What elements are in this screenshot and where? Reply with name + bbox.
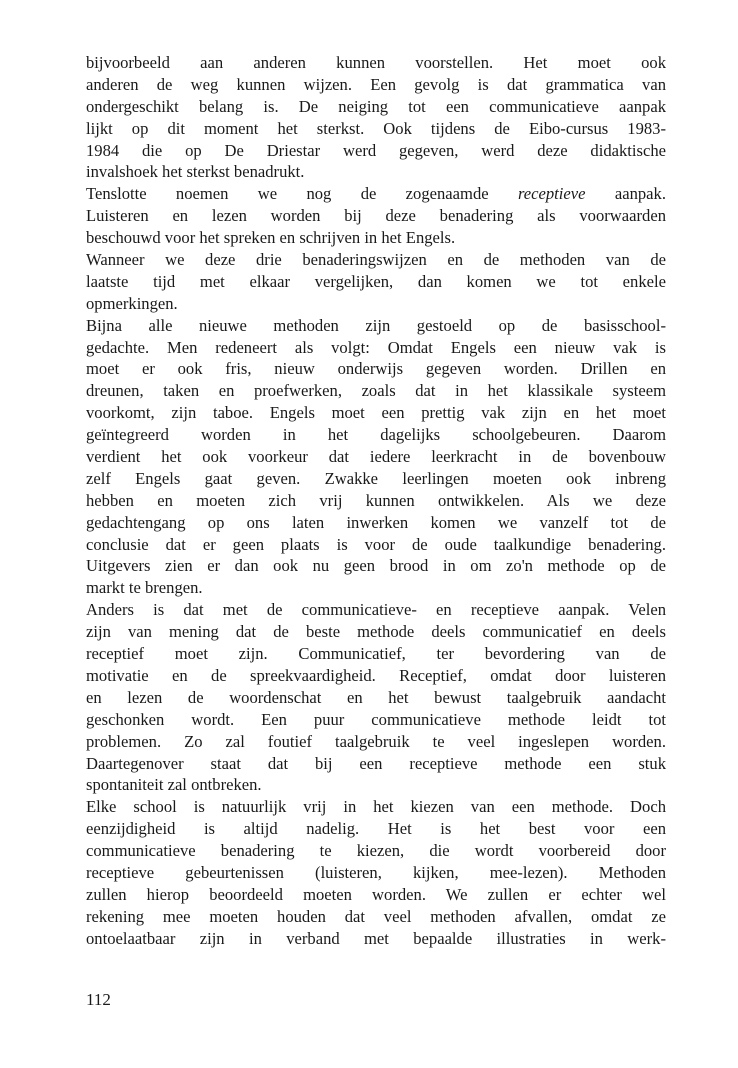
text-line-content: rekening mee moeten houden dat veel methoden afvallen, omdat ze: [86, 906, 666, 926]
text-line-content: geschonken wordt. Een puur communicatieve methode leidt tot: [86, 709, 666, 729]
text-line: [86, 337, 666, 359]
text-line: [86, 205, 666, 227]
text-line: [86, 753, 666, 775]
text-line: [86, 424, 666, 446]
text-line-content: problemen. Zo zal foutief taalgebruik te veel ingeslepen worden.: [86, 731, 666, 751]
text-line: [86, 731, 666, 753]
text-line-content: Luisteren en lezen worden bij deze benadering als voorwaarden: [86, 206, 666, 226]
text-line-content: moet er ook fris, nieuw onderwijs gegeven worden. Drillen en: [86, 359, 666, 379]
text-line: [86, 140, 666, 162]
text-line: [86, 862, 666, 884]
text-line: [86, 446, 666, 468]
text-line: [86, 534, 666, 556]
text-line-content: en lezen de woordenschat en het bewust taalgebruik aandacht: [86, 687, 666, 707]
text-line-content: zijn van mening dat de beste methode deels communicatief en deels: [86, 622, 666, 642]
text-line: [86, 687, 666, 709]
text-line: [86, 490, 666, 512]
text-line: [86, 227, 666, 249]
text-line: [86, 118, 666, 140]
page-body: [86, 52, 666, 950]
text-line-content: gedachte. Men redeneert als volgt: Omdat Engels een nieuw vak is: [86, 337, 666, 357]
text-line-content: hebben en moeten zich vrij kunnen ontwikkelen. Als we deze: [86, 490, 666, 510]
text-line-content: Daartegenover staat dat bij een receptieve methode een stuk: [86, 753, 666, 773]
text-line-content: Wanneer we deze drie benaderingswijzen en de methoden van de: [86, 250, 666, 270]
text-line: [86, 468, 666, 490]
text-line: [86, 665, 666, 687]
text-line-content: ontoelaatbaar zijn in verband met bepaalde illustraties in werk-: [86, 928, 666, 948]
text-line: [86, 599, 666, 621]
text-line: [86, 96, 666, 118]
page-number: 112: [86, 990, 111, 1009]
text-line-content: receptief moet zijn. Communicatief, ter bevordering van de: [86, 644, 666, 664]
emphasized-term: receptieve: [517, 184, 586, 204]
text-line-content: markt te brengen.: [86, 578, 203, 598]
text-line: [86, 621, 666, 643]
text-line-content: gedachtengang op ons laten inwerken komen we vanzelf tot de: [86, 512, 666, 532]
text-line-content: receptieve gebeurtenissen (luisteren, kijken, mee-lezen). Methoden: [86, 862, 666, 882]
text-line-content: geïntegreerd worden in het dagelijks schoolgebeuren. Daarom: [86, 425, 666, 445]
text-line: [86, 161, 666, 183]
text-line-content: communicatieve benadering te kiezen, die wordt voorbereid door: [86, 841, 666, 861]
text-line: [86, 884, 666, 906]
text-line: [86, 512, 666, 534]
text-line-content: bijvoorbeeld aan anderen kunnen voorstellen. Het moet ook: [86, 53, 666, 72]
text-line: [86, 315, 666, 337]
text-line-content: eenzijdigheid is altijd nadelig. Het is het best voor een: [86, 819, 666, 839]
text-line: [86, 796, 666, 818]
text-line: [86, 818, 666, 840]
text-line: [86, 840, 666, 862]
text-line: [86, 774, 666, 796]
text-line: [86, 555, 666, 577]
text-line-content: motivatie en de spreekvaardigheid. Receptief, omdat door luisteren: [86, 665, 666, 685]
text-line-content: verdient het ook voorkeur dat iedere leerkracht in de bovenbouw: [86, 447, 666, 467]
text-line-content: voorkomt, zijn taboe. Engels moet een prettig vak zijn en het moet: [86, 403, 666, 423]
text-line-content: ondergeschikt belang is. De neiging tot een communicatieve aanpak: [86, 96, 666, 116]
text-line: [86, 358, 666, 380]
text-line: [86, 643, 666, 665]
text-line-content: conclusie dat er geen plaats is voor de oude taalkundige benadering.: [86, 534, 666, 554]
text-line-content: lijkt op dit moment het sterkst. Ook tijdens de Eibo-cursus 1983-: [86, 118, 666, 138]
text-line-content: Bijna alle nieuwe methoden zijn gestoeld op de basisschool-: [86, 315, 666, 335]
text-line-content: anderen de weg kunnen wijzen. Een gevolg is dat grammatica van: [86, 74, 666, 94]
text-line-content: Anders is dat met de communicatieve- en receptieve aanpak. Velen: [86, 600, 666, 620]
text-line-content: dreunen, taken en proefwerken, zoals dat in het klassikale systeem: [86, 381, 666, 401]
text-line: [86, 928, 666, 950]
text-line: [86, 52, 666, 74]
text-line: [86, 906, 666, 928]
text-line: [86, 271, 666, 293]
text-line-content: beschouwd voor het spreken en schrijven in het Engels.: [86, 228, 456, 248]
text-line-content: Uitgevers zien er dan ook nu geen brood in om zo'n methode op de: [86, 556, 666, 576]
text-line-content: zullen hierop beoordeeld moeten worden. We zullen er echter wel: [86, 884, 666, 904]
text-line-content: laatste tijd met elkaar vergelijken, dan komen we tot enkele: [86, 271, 666, 291]
text-line-content: zelf Engels gaat geven. Zwakke leerlingen moeten ook inbreng: [86, 468, 666, 488]
text-line-content: invalshoek het sterkst benadrukt.: [86, 162, 305, 182]
text-line: [86, 74, 666, 96]
text-line-content: 1984 die op De Driestar werd gegeven, werd deze didaktische: [86, 140, 666, 160]
text-line-content: Tenslotte noemen we nog de zogenaamde: [86, 184, 518, 204]
text-line-content: opmerkingen.: [86, 293, 178, 313]
text-line: [86, 709, 666, 731]
text-line: [86, 577, 666, 599]
text-line-content: spontaniteit zal ontbreken.: [86, 775, 262, 795]
text-line: [86, 249, 666, 271]
text-line: [86, 183, 666, 205]
text-line: [86, 402, 666, 424]
text-line-content: Elke school is natuurlijk vrij in het kiezen van een methode. Doch: [86, 797, 666, 817]
text-line-content: aanpak.: [585, 184, 666, 204]
text-line: [86, 380, 666, 402]
text-line: [86, 293, 666, 315]
